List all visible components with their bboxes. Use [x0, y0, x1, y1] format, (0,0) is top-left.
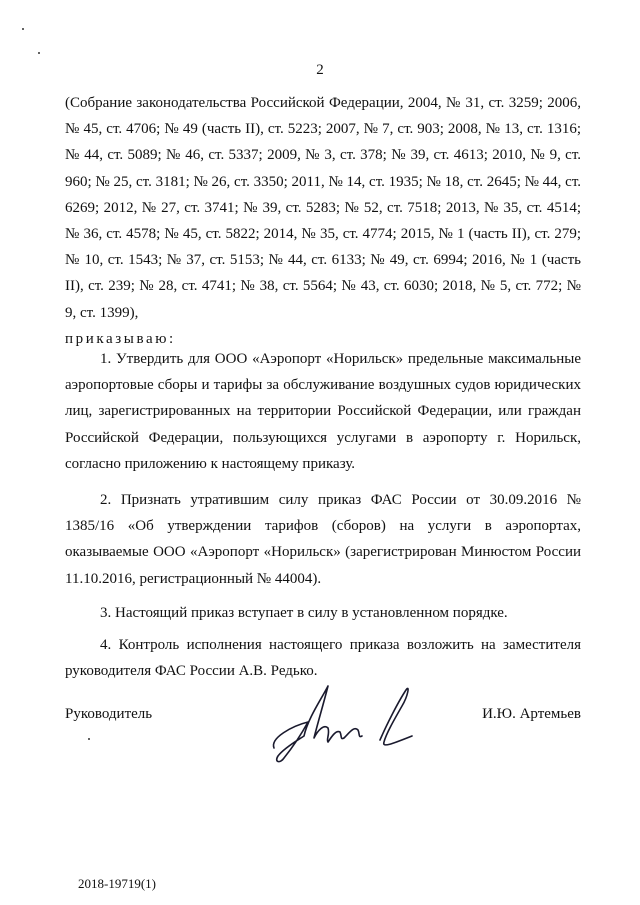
- handwritten-signature: [262, 678, 422, 768]
- scan-speck: [38, 52, 40, 54]
- order-item-2: 2. Признать утратившим силу приказ ФАС России от 30.09.2016 № 1385/16 «Об утверждении тарифов (сборов) на услуги в аэропортах, оказываемые ООО «Аэропорт «Норильск» (зарегистрирован Минюстом России 11.10.2016, регистрационный № 44004).: [65, 492, 581, 587]
- page-number: 2: [316, 62, 324, 78]
- signatory-name: И.Ю. Артемьев: [482, 706, 581, 722]
- signatory-title: Руководитель: [65, 706, 153, 722]
- order-item-4: 4. Контроль исполнения настоящего приказа возложить на заместителя руководителя ФАС России А.В. Редько.: [65, 637, 581, 680]
- intro-block: [65, 90, 581, 352]
- scan-speck: [22, 28, 24, 30]
- legal-citation: (Собрание законодательства Российской Федерации, 2004, № 31, ст. 3259; 2006, № 45, ст. 4706; № 49 (часть II), ст. 5223; 2007, № 7, ст. 903; 2008, № 13, ст. 1316; № 44, ст. 5089; № 46, ст. 5337; 2009, № 3, ст. 378; № 39, ст. 4613; 2010, № 9, ст. 960; № 25, ст. 3181; № 26, ст. 3350; 2011, № 14, ст. 1935; № 18, ст. 2645; № 44, ст. 6269; 2012, № 27, ст. 3741; № 39, ст. 5283; № 52, ст. 7518; 2013, № 35, ст. 4514; № 36, ст. 4578; № 45, ст. 5822; 2014, № 35, ст. 4774; 2015, № 1 (часть II), ст. 279; № 10, ст. 1543; № 37, ст. 5153; № 44, ст. 6133; № 49, ст. 6994; 2016, № 1 (часть II), ст. 239; № 28, ст. 4741; № 38, ст. 5564; № 43, ст. 6030; 2018, № 5, ст. 772; № 9, ст. 1399),: [65, 95, 582, 321]
- order-item-1: 1. Утвердить для ООО «Аэропорт «Норильск» предельные максимальные аэропортовые сборы и тарифы за обслуживание воздушных судов юридических лиц, зарегистрированных на территории Российской Федерации, или граждан Российской Федерации, пользующихся услугами в аэропорту г. Норильск, согласно приложению к настоящему приказу.: [65, 351, 581, 472]
- scan-speck: [88, 738, 90, 740]
- order-items: [65, 346, 581, 684]
- order-item-3: 3. Настоящий приказ вступает в силу в установленном порядке.: [100, 604, 508, 621]
- document-code: 2018-19719(1): [78, 876, 156, 891]
- order-word: приказываю:: [65, 330, 176, 347]
